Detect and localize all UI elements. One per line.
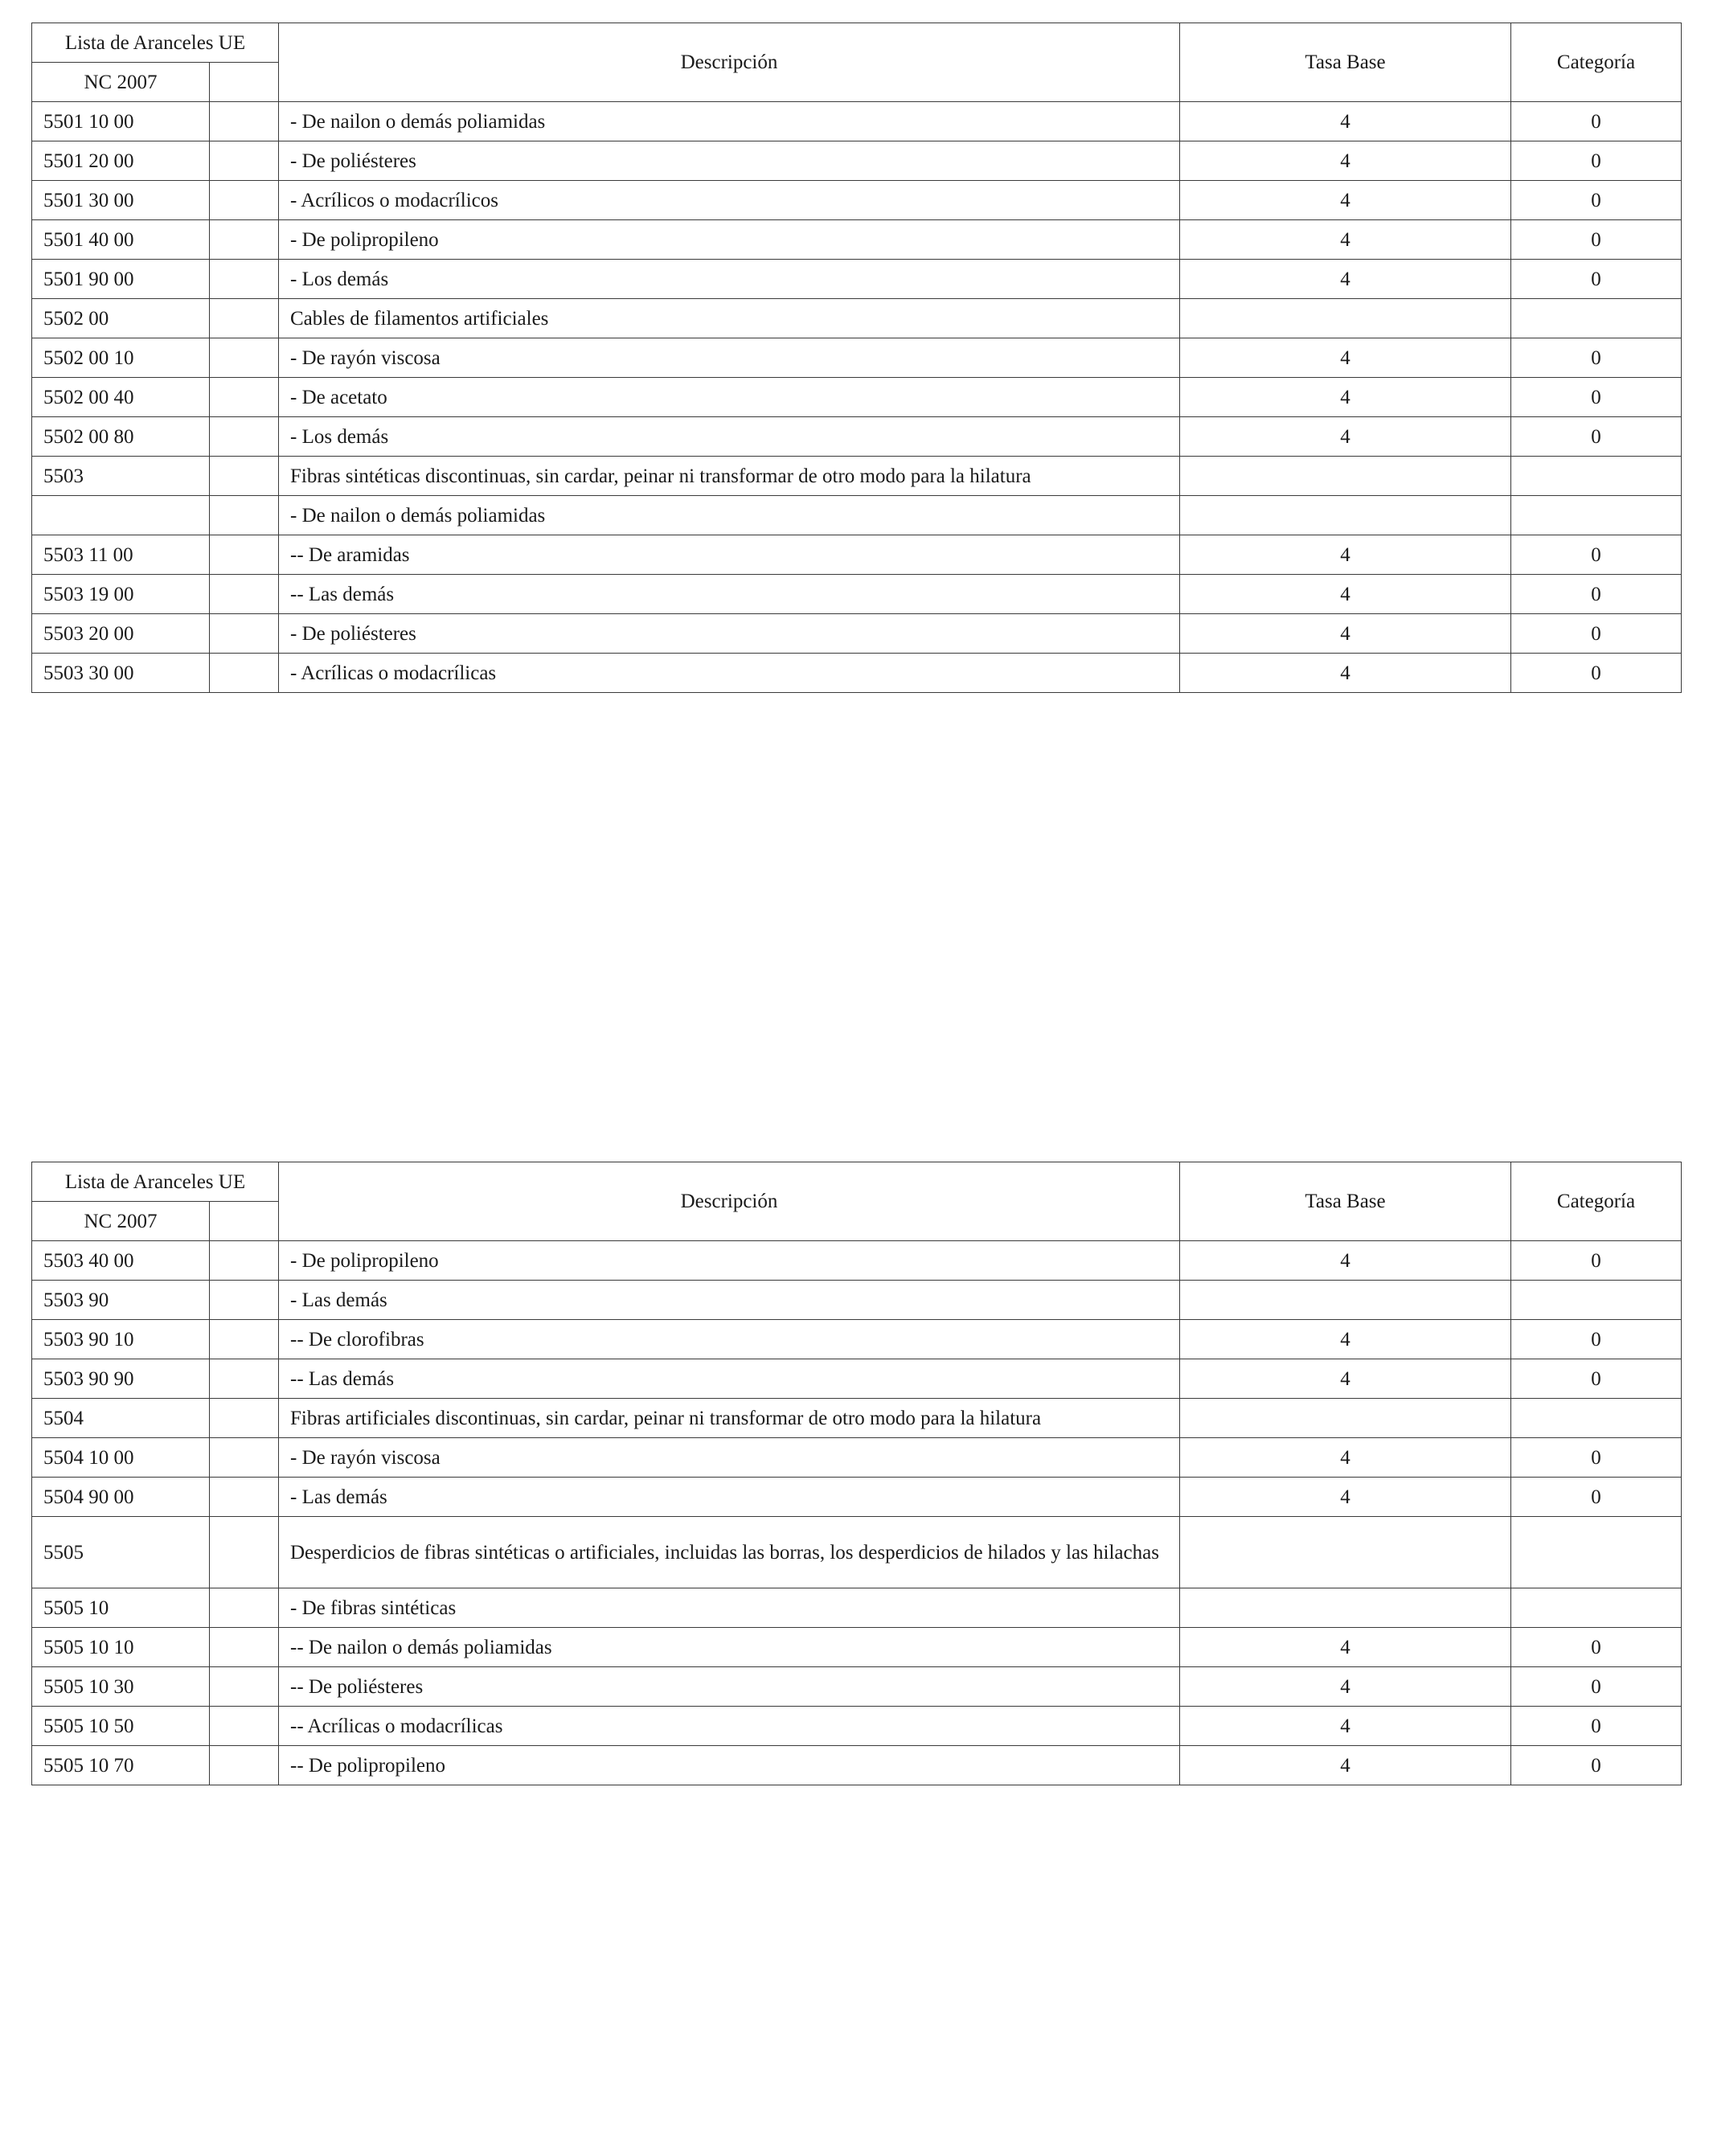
- cell-blank: [210, 535, 279, 575]
- cell-description: -- De aramidas: [279, 535, 1180, 575]
- table-row: [32, 1320, 1682, 1359]
- cell-blank: [210, 220, 279, 260]
- cell-base-rate: [1180, 1399, 1511, 1438]
- header-row: [32, 23, 1682, 63]
- cell-category: [1511, 1399, 1682, 1438]
- cell-blank: [210, 1241, 279, 1281]
- cell-base-rate: 4: [1180, 417, 1511, 457]
- cell-base-rate: 4: [1180, 220, 1511, 260]
- table-row: [32, 1746, 1682, 1785]
- cell-base-rate: [1180, 1588, 1511, 1628]
- cell-code: 5505: [32, 1517, 210, 1588]
- cell-blank: [210, 1478, 279, 1517]
- cell-description: - De nailon o demás poliamidas: [279, 496, 1180, 535]
- cell-base-rate: 4: [1180, 1628, 1511, 1667]
- cell-base-rate: 4: [1180, 654, 1511, 693]
- cell-code: 5503 90 10: [32, 1320, 210, 1359]
- cell-category: 0: [1511, 1746, 1682, 1785]
- cell-description: - Acrílicas o modacrílicas: [279, 654, 1180, 693]
- table-row: [32, 1359, 1682, 1399]
- cell-description: - Acrílicos o modacrílicos: [279, 181, 1180, 220]
- cell-base-rate: 4: [1180, 1667, 1511, 1707]
- cell-category: [1511, 457, 1682, 496]
- cell-blank: [210, 1667, 279, 1707]
- cell-base-rate: 4: [1180, 575, 1511, 614]
- cell-code: 5503 30 00: [32, 654, 210, 693]
- cell-base-rate: 4: [1180, 102, 1511, 141]
- cell-blank: [210, 1359, 279, 1399]
- cell-description: -- De polipropileno: [279, 1746, 1180, 1785]
- cell-code: 5503 11 00: [32, 535, 210, 575]
- cell-base-rate: 4: [1180, 1438, 1511, 1478]
- cell-blank: [210, 575, 279, 614]
- cell-category: 0: [1511, 260, 1682, 299]
- cell-description: - De polipropileno: [279, 220, 1180, 260]
- table-row: [32, 1241, 1682, 1281]
- header-empty-cell: [210, 63, 279, 102]
- table-row: [32, 1478, 1682, 1517]
- cell-base-rate: 4: [1180, 181, 1511, 220]
- cell-base-rate: 4: [1180, 1707, 1511, 1746]
- cell-category: 0: [1511, 1359, 1682, 1399]
- cell-code: 5505 10: [32, 1588, 210, 1628]
- table-row: [32, 1281, 1682, 1320]
- table-row: [32, 1517, 1682, 1588]
- cell-description: -- De nailon o demás poliamidas: [279, 1628, 1180, 1667]
- cell-category: [1511, 1281, 1682, 1320]
- table-row: [32, 575, 1682, 614]
- cell-code: 5503 90: [32, 1281, 210, 1320]
- cell-base-rate: 4: [1180, 1478, 1511, 1517]
- cell-blank: [210, 1707, 279, 1746]
- header-list-title: Lista de Aranceles UE: [32, 1162, 279, 1202]
- cell-description: - Las demás: [279, 1478, 1180, 1517]
- cell-blank: [210, 417, 279, 457]
- cell-blank: [210, 1588, 279, 1628]
- cell-blank: [210, 102, 279, 141]
- cell-category: 0: [1511, 1241, 1682, 1281]
- cell-category: 0: [1511, 654, 1682, 693]
- cell-blank: [210, 1399, 279, 1438]
- cell-code: 5502 00 10: [32, 338, 210, 378]
- cell-description: -- Las demás: [279, 575, 1180, 614]
- header-base-rate: Tasa Base: [1180, 1162, 1511, 1241]
- cell-code: 5503 40 00: [32, 1241, 210, 1281]
- cell-base-rate: [1180, 299, 1511, 338]
- cell-code: 5503 20 00: [32, 614, 210, 654]
- cell-description: -- De clorofibras: [279, 1320, 1180, 1359]
- cell-category: [1511, 1517, 1682, 1588]
- table-body: [32, 102, 1682, 693]
- cell-category: 0: [1511, 338, 1682, 378]
- table-row: [32, 378, 1682, 417]
- cell-base-rate: 4: [1180, 1746, 1511, 1785]
- cell-description: - De rayón viscosa: [279, 338, 1180, 378]
- cell-description: - De fibras sintéticas: [279, 1588, 1180, 1628]
- cell-category: 0: [1511, 141, 1682, 181]
- cell-description: Cables de filamentos artificiales: [279, 299, 1180, 338]
- cell-code: 5501 40 00: [32, 220, 210, 260]
- cell-description: - De acetato: [279, 378, 1180, 417]
- cell-blank: [210, 496, 279, 535]
- cell-category: 0: [1511, 181, 1682, 220]
- cell-code: 5501 90 00: [32, 260, 210, 299]
- cell-blank: [210, 1628, 279, 1667]
- cell-code: 5501 30 00: [32, 181, 210, 220]
- table-row: [32, 260, 1682, 299]
- cell-category: 0: [1511, 1707, 1682, 1746]
- cell-category: [1511, 299, 1682, 338]
- table-row: [32, 220, 1682, 260]
- header-list-title: Lista de Aranceles UE: [32, 23, 279, 63]
- cell-base-rate: 4: [1180, 260, 1511, 299]
- cell-base-rate: 4: [1180, 535, 1511, 575]
- cell-code: 5504 10 00: [32, 1438, 210, 1478]
- cell-description: -- Las demás: [279, 1359, 1180, 1399]
- cell-base-rate: [1180, 1517, 1511, 1588]
- cell-category: 0: [1511, 575, 1682, 614]
- cell-category: 0: [1511, 220, 1682, 260]
- cell-code: 5503 90 90: [32, 1359, 210, 1399]
- cell-base-rate: 4: [1180, 1359, 1511, 1399]
- cell-code: 5504: [32, 1399, 210, 1438]
- cell-description: Desperdicios de fibras sintéticas o artificiales, incluidas las borras, los desperdicios de hilados y las hilachas: [279, 1517, 1180, 1588]
- table-row: [32, 1667, 1682, 1707]
- header-base-rate: Tasa Base: [1180, 23, 1511, 102]
- cell-blank: [210, 1320, 279, 1359]
- table-row: [32, 102, 1682, 141]
- cell-category: 0: [1511, 1478, 1682, 1517]
- cell-base-rate: 4: [1180, 141, 1511, 181]
- header-description: Descripción: [279, 1162, 1180, 1241]
- cell-code: 5505 10 10: [32, 1628, 210, 1667]
- table-body: [32, 1241, 1682, 1785]
- cell-code: 5501 20 00: [32, 141, 210, 181]
- cell-category: 0: [1511, 378, 1682, 417]
- table-row: [32, 181, 1682, 220]
- table-row: [32, 141, 1682, 181]
- cell-category: 0: [1511, 535, 1682, 575]
- table-row: [32, 614, 1682, 654]
- cell-description: Fibras artificiales discontinuas, sin cardar, peinar ni transformar de otro modo para la hilatura: [279, 1399, 1180, 1438]
- cell-blank: [210, 338, 279, 378]
- cell-code: 5502 00 40: [32, 378, 210, 417]
- cell-category: 0: [1511, 1667, 1682, 1707]
- table-row: [32, 338, 1682, 378]
- cell-code: 5505 10 50: [32, 1707, 210, 1746]
- cell-base-rate: 4: [1180, 338, 1511, 378]
- cell-blank: [210, 181, 279, 220]
- cell-category: [1511, 496, 1682, 535]
- table-row: [32, 1438, 1682, 1478]
- cell-description: - De poliésteres: [279, 614, 1180, 654]
- table-row: [32, 1399, 1682, 1438]
- cell-description: -- Acrílicas o modacrílicas: [279, 1707, 1180, 1746]
- header-nc: NC 2007: [32, 63, 210, 102]
- table-row: [32, 417, 1682, 457]
- header-nc: NC 2007: [32, 1202, 210, 1241]
- cell-code: 5504 90 00: [32, 1478, 210, 1517]
- cell-blank: [210, 1438, 279, 1478]
- table-row: [32, 1588, 1682, 1628]
- cell-description: - Los demás: [279, 417, 1180, 457]
- header-empty-cell: [210, 1202, 279, 1241]
- cell-code: [32, 496, 210, 535]
- header-category: Categoría: [1511, 1162, 1682, 1241]
- tariff-table-2: [31, 1162, 1682, 1785]
- cell-blank: [210, 1746, 279, 1785]
- cell-blank: [210, 614, 279, 654]
- cell-blank: [210, 1281, 279, 1320]
- cell-base-rate: 4: [1180, 1241, 1511, 1281]
- cell-blank: [210, 1517, 279, 1588]
- header-category: Categoría: [1511, 23, 1682, 102]
- cell-description: Fibras sintéticas discontinuas, sin cardar, peinar ni transformar de otro modo para la hilatura: [279, 457, 1180, 496]
- header-description: Descripción: [279, 23, 1180, 102]
- cell-base-rate: 4: [1180, 1320, 1511, 1359]
- cell-code: 5503: [32, 457, 210, 496]
- table-row: [32, 299, 1682, 338]
- cell-blank: [210, 299, 279, 338]
- cell-category: 0: [1511, 614, 1682, 654]
- cell-blank: [210, 141, 279, 181]
- cell-base-rate: [1180, 1281, 1511, 1320]
- cell-description: - Las demás: [279, 1281, 1180, 1320]
- cell-description: -- De poliésteres: [279, 1667, 1180, 1707]
- header-row: [32, 1162, 1682, 1202]
- cell-blank: [210, 457, 279, 496]
- cell-code: 5502 00 80: [32, 417, 210, 457]
- table-row: [32, 654, 1682, 693]
- cell-category: 0: [1511, 102, 1682, 141]
- cell-blank: [210, 378, 279, 417]
- cell-category: 0: [1511, 1320, 1682, 1359]
- cell-category: 0: [1511, 1628, 1682, 1667]
- cell-code: 5505 10 70: [32, 1746, 210, 1785]
- table-row: [32, 1628, 1682, 1667]
- tariff-table-1: [31, 23, 1682, 693]
- table-row: [32, 496, 1682, 535]
- cell-description: - De nailon o demás poliamidas: [279, 102, 1180, 141]
- cell-description: - Los demás: [279, 260, 1180, 299]
- cell-category: [1511, 1588, 1682, 1628]
- cell-category: 0: [1511, 417, 1682, 457]
- cell-base-rate: [1180, 457, 1511, 496]
- cell-description: - De poliésteres: [279, 141, 1180, 181]
- cell-base-rate: 4: [1180, 614, 1511, 654]
- cell-description: - De rayón viscosa: [279, 1438, 1180, 1478]
- cell-base-rate: [1180, 496, 1511, 535]
- cell-blank: [210, 260, 279, 299]
- cell-code: 5505 10 30: [32, 1667, 210, 1707]
- table-row: [32, 1707, 1682, 1746]
- cell-code: 5501 10 00: [32, 102, 210, 141]
- table-row: [32, 457, 1682, 496]
- cell-base-rate: 4: [1180, 378, 1511, 417]
- cell-category: 0: [1511, 1438, 1682, 1478]
- table-row: [32, 535, 1682, 575]
- cell-description: - De polipropileno: [279, 1241, 1180, 1281]
- cell-code: 5502 00: [32, 299, 210, 338]
- cell-blank: [210, 654, 279, 693]
- cell-code: 5503 19 00: [32, 575, 210, 614]
